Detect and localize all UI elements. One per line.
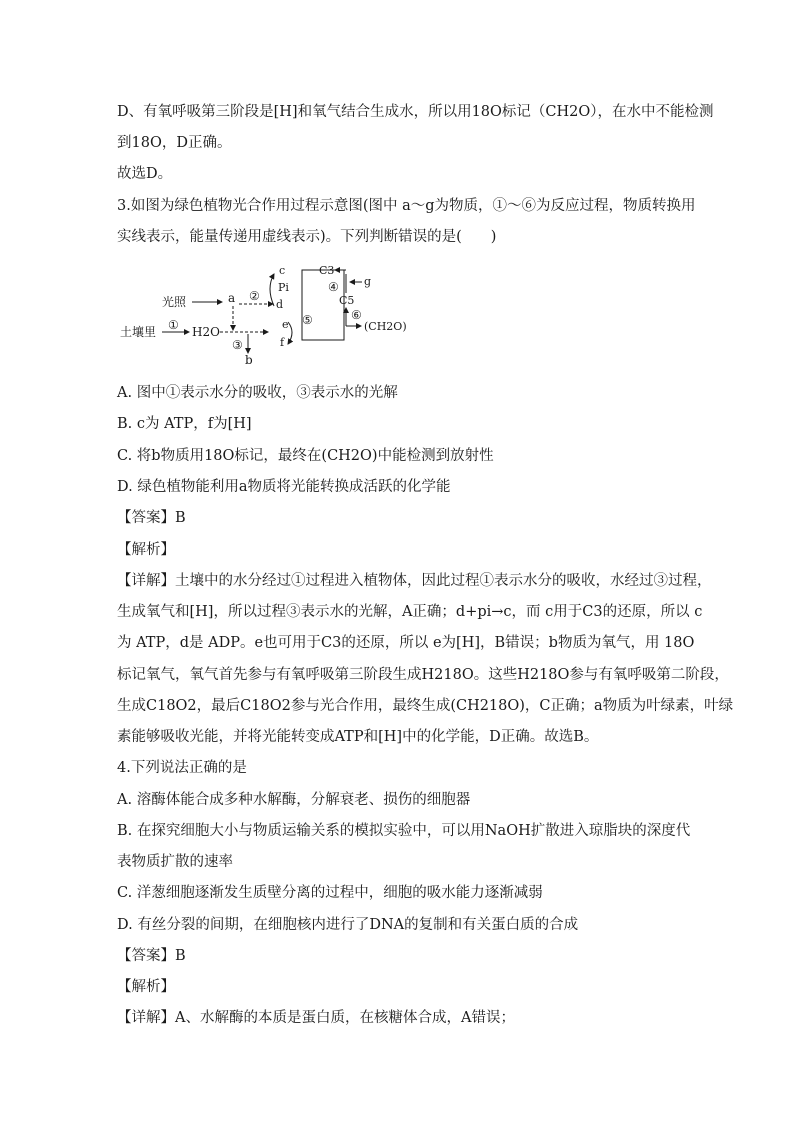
text-line: D. 有丝分裂的间期，在细胞核内进行了DNA的复制和有关蛋白质的合成 <box>117 917 579 933</box>
text-line: 【答案】B <box>117 510 186 526</box>
text-line: B. 在探究细胞大小与物质运输关系的模拟实验中，可以用NaOH扩散进入琼脂块的深度代 <box>117 823 691 839</box>
text-line: A. 溶酶体能合成多种水解酶，分解衰老、损伤的细胞器 <box>117 792 471 808</box>
label-e: e <box>282 318 289 331</box>
label-process-5: ⑤ <box>302 313 313 327</box>
label-light: 光照 <box>162 295 187 309</box>
text-line: 生成C18O2，最后C18O2参与光合作用，最终生成(CH218O)，C正确；a物质为叶绿素，叶绿 <box>117 698 734 714</box>
arrow-e-f-curve <box>288 322 292 344</box>
text-line: 到18O，D正确。 <box>117 135 232 151</box>
label-process-1: ① <box>168 318 179 332</box>
text-line: B. c为 ATP，f为[H] <box>117 416 252 432</box>
label-f: f <box>280 336 285 349</box>
label-process-4: ④ <box>328 280 339 294</box>
label-process-2: ② <box>249 289 260 303</box>
text-line: 4.下列说法正确的是 <box>117 760 247 776</box>
label-product: (CH2O) <box>364 320 407 333</box>
text-line: 3.如图为绿色植物光合作用过程示意图(图中 a～g为物质，①～⑥为反应过程，物质转换用 <box>117 198 696 214</box>
photosynthesis-diagram <box>118 262 418 368</box>
text-line: 【解析】 <box>117 542 175 558</box>
text-line: D、有氧呼吸第三阶段是[H]和氧气结合生成水，所以用18O标记（CH2O），在水中不能检测 <box>117 104 714 120</box>
label-c5: C5 <box>339 294 355 307</box>
text-line: C. 洋葱细胞逐渐发生质壁分离的过程中，细胞的吸水能力逐渐减弱 <box>117 885 543 901</box>
label-a: a <box>228 291 236 305</box>
text-line: D. 绿色植物能利用a物质将光能转换成活跃的化学能 <box>117 479 451 495</box>
text-line: 故选D。 <box>117 166 173 182</box>
text-line: 实线表示，能量传递用虚线表示)。下列判断错误的是( ) <box>117 229 497 245</box>
text-line: A. 图中①表示水分的吸收，③表示水的光解 <box>117 385 398 401</box>
label-b: b <box>245 353 253 367</box>
text-line: 标记氧气，氧气首先参与有氧呼吸第三阶段生成H218O。这些H218O参与有氧呼吸第二阶段， <box>117 667 729 683</box>
label-c: c <box>279 264 286 277</box>
label-c3: C3 <box>319 264 335 277</box>
arrow-d-c-curve <box>270 274 274 306</box>
text-line: 【详解】土壤中的水分经过①过程进入植物体，因此过程①表示水分的吸收，水经过③过程， <box>117 573 712 589</box>
label-process-3: ③ <box>232 338 243 352</box>
text-line: 素能够吸收光能，并将光能转变成ATP和[H]中的化学能，D正确。故选B。 <box>117 729 599 745</box>
text-line: 【答案】B <box>117 948 186 964</box>
label-water: H2O <box>192 325 220 339</box>
text-line: C. 将b物质用18O标记，最终在(CH2O)中能检测到放射性 <box>117 448 494 464</box>
label-d: d <box>276 298 284 311</box>
text-line: 【详解】A、水解酶的本质是蛋白质，在核糖体合成，A错误； <box>117 1010 515 1026</box>
text-line: 生成氧气和[H]，所以过程③表示水的光解，A正确；d+pi→c，而 c用于C3的还原，所以 c <box>117 604 703 620</box>
text-line: 【解析】 <box>117 979 175 995</box>
text-line: 表物质扩散的速率 <box>117 854 233 870</box>
text-line: 为 ATP，d是 ADP。e也可用于C3的还原，所以 e为[H]，B错误；b物质为氧气，用 18O <box>117 635 695 651</box>
label-pi: Pi <box>278 281 289 294</box>
label-soil: 土壤里 <box>120 325 157 339</box>
label-g: g <box>364 275 372 288</box>
label-process-6: ⑥ <box>351 308 362 322</box>
